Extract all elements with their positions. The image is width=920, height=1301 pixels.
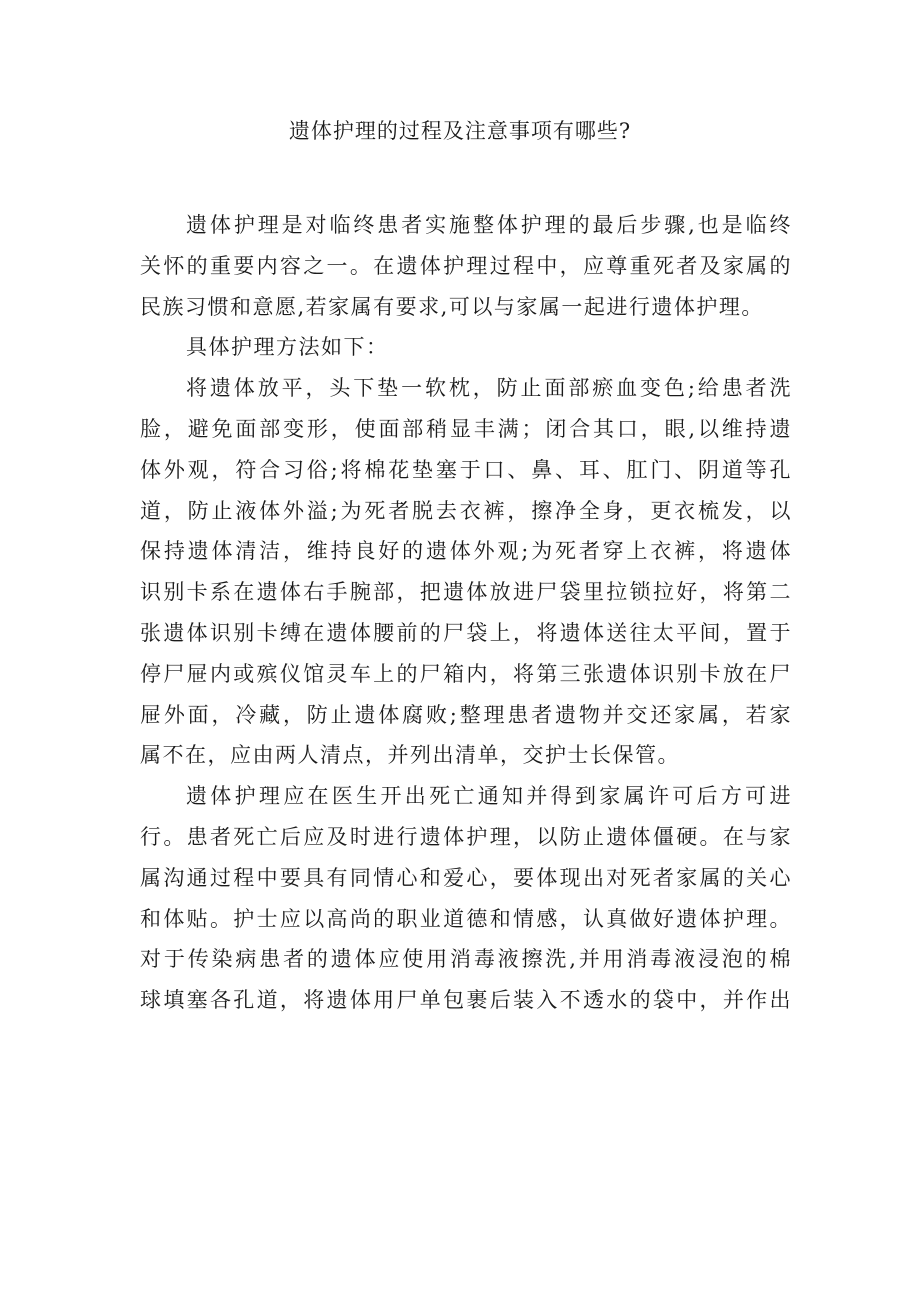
- text-line: 遗体护理是对临终患者实施整体护理的最后步骤,也是临终: [186, 213, 792, 237]
- text-line: 识别卡系在遗体右手腕部，把遗体放进尸袋里拉锁拉好，将第二: [140, 580, 792, 605]
- text-line: 保持遗体清洁，维持良好的遗体外观;为死者穿上衣裤，将遗体: [140, 539, 792, 564]
- text-line: 关怀的重要内容之一。在遗体护理过程中，应尊重死者及家属的: [140, 253, 792, 278]
- text-line: 对于传染病患者的遗体应使用消毒液擦洗,并用消毒液浸泡的棉: [140, 947, 792, 972]
- text-line: 和体贴。护士应以高尚的职业道德和情感，认真做好遗体护理。: [140, 906, 792, 931]
- text-line: 屉外面，冷藏，防止遗体腐败;整理患者遗物并交还家属，若家: [140, 702, 792, 727]
- text-line: 民族习惯和意愿,若家属有要求,可以与家属一起进行遗体护理。: [140, 294, 764, 319]
- text-line: 行。患者死亡后应及时进行遗体护理，以防止遗体僵硬。在与家: [140, 824, 792, 849]
- text-line: 体外观，符合习俗;将棉花垫塞于口、鼻、耳、肛门、阴道等孔: [140, 457, 792, 482]
- text-line: 停尸屉内或殡仪馆灵车上的尸箱内，将第三张遗体识别卡放在尸: [140, 661, 792, 686]
- text-line: 属沟通过程中要具有同情心和爱心，要体现出对死者家属的关心: [140, 865, 792, 890]
- document-body: [140, 205, 792, 1021]
- text-line: 具体护理方法如下：: [186, 335, 389, 360]
- text-line: 脸，避免面部变形，使面部稍显丰满；闭合其口，眼,以维持遗: [140, 416, 792, 441]
- text-line: 属不在，应由两人清点，并列出清单，交护士长保管。: [140, 743, 680, 768]
- text-line: 遗体护理应在医生开出死亡通知并得到家属许可后方可进: [186, 784, 792, 809]
- text-line: 将遗体放平，头下垫一软枕，防止面部瘀血变色;给患者洗: [186, 376, 792, 401]
- text-line: 张遗体识别卡缚在遗体腰前的尸袋上，将遗体送往太平间，置于: [140, 620, 792, 645]
- text-line: 道，防止液体外溢;为死者脱去衣裤，擦净全身，更衣梳发，以: [140, 498, 792, 523]
- document-title: 遗体护理的过程及注意事项有哪些?: [288, 119, 632, 143]
- text-line: 球填塞各孔道，将遗体用尸单包裹后装入不透水的袋中，并作出: [140, 988, 792, 1013]
